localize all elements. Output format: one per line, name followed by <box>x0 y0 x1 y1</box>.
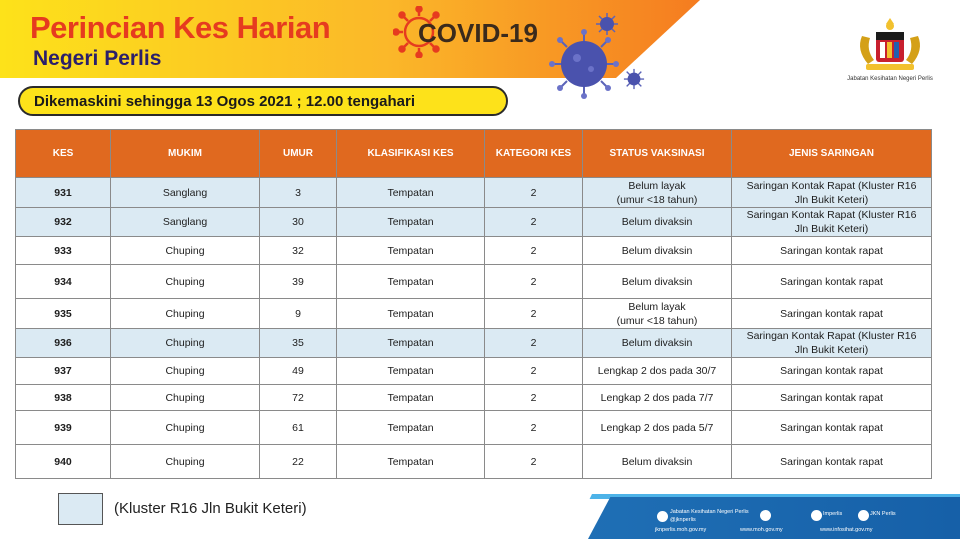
cell-saringan: Saringan kontak rapat <box>732 265 932 299</box>
footer-badge-2[interactable]: JKN Perlis <box>870 511 896 517</box>
footer-badge-1[interactable]: Imperlis <box>823 511 843 517</box>
table-row <box>16 329 932 358</box>
cell-saringan: Saringan kontak rapat <box>732 385 932 411</box>
cell-kes: 934 <box>16 265 111 299</box>
cell-umur: 39 <box>260 265 337 299</box>
table-row <box>16 265 932 299</box>
cell-mukim: Chuping <box>111 385 260 411</box>
cell-kategori: 2 <box>485 265 583 299</box>
cell-saringan: Saringan kontak rapat <box>732 358 932 385</box>
table-row <box>16 178 932 208</box>
cell-saringan: Saringan kontak rapat <box>732 237 932 265</box>
table-row <box>16 358 932 385</box>
cell-status: Belum layak (umur <18 tahun) <box>583 299 732 329</box>
table-row <box>16 385 932 411</box>
cell-klasifikasi: Tempatan <box>337 411 485 445</box>
covid-label: COVID-19 <box>418 18 538 48</box>
cell-kategori: 2 <box>485 411 583 445</box>
cell-mukim: Sanglang <box>111 178 260 208</box>
table-row <box>16 299 932 329</box>
cell-klasifikasi: Tempatan <box>337 445 485 479</box>
table-row <box>16 208 932 237</box>
cell-kategori: 2 <box>485 385 583 411</box>
cell-status: Belum divaksin <box>583 445 732 479</box>
cell-klasifikasi: Tempatan <box>337 358 485 385</box>
cell-mukim: Chuping <box>111 411 260 445</box>
col-header-kes: KES <box>16 130 111 178</box>
cell-mukim: Chuping <box>111 445 260 479</box>
small-virus-icon <box>595 12 619 36</box>
cell-kes: 938 <box>16 385 111 411</box>
large-virus-icon <box>548 28 620 100</box>
cell-mukim: Chuping <box>111 237 260 265</box>
cell-status: Belum divaksin <box>583 265 732 299</box>
cell-saringan: Saringan Kontak Rapat (Kluster R16 Jln Bukit Keteri) <box>732 329 932 358</box>
cell-kes: 939 <box>16 411 111 445</box>
updated-notice: Dikemaskini sehingga 13 Ogos 2021 ; 12.00 tengahari <box>18 86 508 116</box>
footer-website-2[interactable]: www.moh.gov.my <box>740 527 783 533</box>
cell-saringan: Saringan Kontak Rapat (Kluster R16 Jln Bukit Keteri) <box>732 208 932 237</box>
cell-klasifikasi: Tempatan <box>337 178 485 208</box>
cell-klasifikasi: Tempatan <box>337 299 485 329</box>
col-header-kategori: KATEGORI KES <box>485 130 583 178</box>
cell-saringan: Saringan kontak rapat <box>732 299 932 329</box>
cell-status: Lengkap 2 dos pada 7/7 <box>583 385 732 411</box>
cell-saringan: Saringan kontak rapat <box>732 411 932 445</box>
legend-swatch <box>58 493 103 525</box>
cell-status: Belum divaksin <box>583 237 732 265</box>
state-subtitle: Negeri Perlis <box>33 47 162 70</box>
cell-mukim: Chuping <box>111 329 260 358</box>
cell-kategori: 2 <box>485 178 583 208</box>
cell-kategori: 2 <box>485 445 583 479</box>
cell-umur: 30 <box>260 208 337 237</box>
cell-saringan: Saringan Kontak Rapat (Kluster R16 Jln Bukit Keteri) <box>732 178 932 208</box>
cell-kes: 933 <box>16 237 111 265</box>
coat-of-arms-icon <box>852 14 928 74</box>
facebook-icon[interactable] <box>657 511 668 522</box>
cell-umur: 32 <box>260 237 337 265</box>
department-name: Jabatan Kesihatan Negeri Perlis <box>847 76 933 82</box>
cell-kes: 940 <box>16 445 111 479</box>
cell-kategori: 2 <box>485 329 583 358</box>
cell-klasifikasi: Tempatan <box>337 265 485 299</box>
cell-kes: 935 <box>16 299 111 329</box>
table-row <box>16 237 932 265</box>
cell-klasifikasi: Tempatan <box>337 208 485 237</box>
footer-website-3[interactable]: www.infosihat.gov.my <box>820 527 873 533</box>
twitter-icon[interactable] <box>760 510 771 521</box>
cell-klasifikasi: Tempatan <box>337 329 485 358</box>
col-header-mukim: MUKIM <box>111 130 260 178</box>
instagram-icon[interactable] <box>811 510 822 521</box>
cell-umur: 22 <box>260 445 337 479</box>
cell-status: Lengkap 2 dos pada 30/7 <box>583 358 732 385</box>
cell-umur: 35 <box>260 329 337 358</box>
page-title: Perincian Kes Harian <box>30 10 331 45</box>
col-header-klasifikasi: KLASIFIKASI KES <box>337 130 485 178</box>
cell-mukim: Chuping <box>111 299 260 329</box>
cell-klasifikasi: Tempatan <box>337 237 485 265</box>
cell-kategori: 2 <box>485 237 583 265</box>
small-virus-icon-2 <box>623 68 645 90</box>
col-header-umur: UMUR <box>260 130 337 178</box>
cell-kes: 936 <box>16 329 111 358</box>
cell-mukim: Chuping <box>111 265 260 299</box>
cell-kategori: 2 <box>485 208 583 237</box>
cell-umur: 61 <box>260 411 337 445</box>
cell-status: Belum divaksin <box>583 208 732 237</box>
cell-saringan: Saringan kontak rapat <box>732 445 932 479</box>
col-header-status: STATUS VAKSINASI <box>583 130 732 178</box>
jkn-logo-icon[interactable] <box>858 510 869 521</box>
cell-kategori: 2 <box>485 358 583 385</box>
cell-kes: 937 <box>16 358 111 385</box>
col-header-saringan: JENIS SARINGAN <box>732 130 932 178</box>
cell-kes: 932 <box>16 208 111 237</box>
case-table <box>15 129 932 479</box>
cell-status: Belum divaksin <box>583 329 732 358</box>
cell-umur: 9 <box>260 299 337 329</box>
cell-mukim: Sanglang <box>111 208 260 237</box>
cell-kategori: 2 <box>485 299 583 329</box>
department-logo <box>835 14 945 82</box>
cell-umur: 3 <box>260 178 337 208</box>
footer-twitter[interactable]: @jknperlis <box>670 517 696 523</box>
cell-status: Belum layak (umur <18 tahun) <box>583 178 732 208</box>
table-header-row <box>16 130 932 178</box>
legend-label: (Kluster R16 Jln Bukit Keteri) <box>114 500 307 517</box>
footer-facebook[interactable]: Jabatan Kesihatan Negeri Perlis <box>670 509 749 515</box>
cell-klasifikasi: Tempatan <box>337 385 485 411</box>
cell-status: Lengkap 2 dos pada 5/7 <box>583 411 732 445</box>
table-row <box>16 411 932 445</box>
cell-umur: 49 <box>260 358 337 385</box>
table-row <box>16 445 932 479</box>
footer-website-1[interactable]: jknperlis.moh.gov.my <box>655 527 707 533</box>
cell-mukim: Chuping <box>111 358 260 385</box>
cell-kes: 931 <box>16 178 111 208</box>
cell-umur: 72 <box>260 385 337 411</box>
